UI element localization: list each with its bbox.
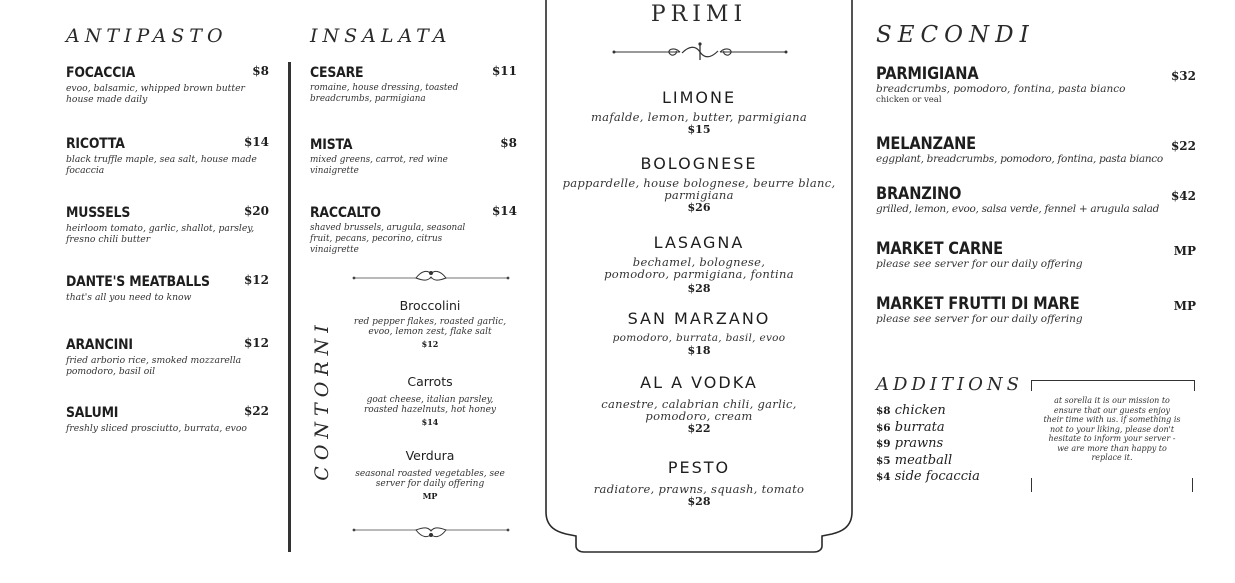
item-name: SAN MARZANO: [627, 309, 771, 328]
item-desc: bechamel, bolognese, pomodoro, parmigiana, fontina: [604, 255, 794, 281]
addition-name: chicken: [894, 403, 946, 418]
addition-price: $5: [876, 454, 891, 467]
item-note: chicken or veal: [876, 95, 942, 105]
item-desc: black truffle maple, sea salt, house made focaccia: [66, 154, 257, 176]
item-price: $12: [421, 339, 439, 349]
addition-price: $6: [876, 421, 891, 434]
addition-name: meatball: [894, 452, 953, 468]
list-item: [876, 420, 1026, 437]
item-desc: please see server for our daily offering: [876, 313, 1083, 325]
item-name: Broccolini: [399, 298, 461, 313]
item-desc: heirloom tomato, garlic, shallot, parsley, fresno chili butter: [66, 223, 255, 245]
menu-item: [66, 202, 269, 245]
primi-item: [550, 309, 848, 357]
item-name: PESTO: [667, 458, 731, 477]
item-name: Verdura: [405, 448, 455, 463]
item-desc: seasonal roasted vegetables, see server for daily offering: [355, 469, 505, 489]
primi-item: [550, 88, 848, 136]
item-price: MP: [422, 491, 438, 501]
additions-list: [876, 403, 1026, 486]
addition-name: side focaccia: [894, 469, 980, 484]
item-desc: canestre, calabrian chili, garlic, pomodoro, cream: [601, 397, 797, 423]
item-name: MISTA: [310, 137, 353, 153]
item-name: MARKET FRUTTI DI MARE: [876, 294, 1080, 314]
item-price: $18: [687, 344, 711, 357]
item-desc: mafalde, lemon, butter, parmigiana: [590, 110, 808, 124]
item-name: FOCACCIA: [66, 65, 136, 81]
menu-item: [66, 271, 269, 303]
item-name: CESARE: [310, 65, 364, 81]
item-name: AL A VODKA: [640, 373, 758, 392]
item-name: SALUMI: [66, 405, 119, 421]
menu-item: [876, 294, 1196, 325]
item-desc: freshly sliced prosciutto, burrata, evoo: [66, 423, 247, 434]
item-name: Carrots: [407, 374, 453, 389]
item-price: $22: [1170, 139, 1196, 153]
menu-item: [876, 134, 1196, 165]
menu-item: [876, 64, 1196, 105]
item-price: $14: [491, 204, 517, 218]
primi-item: [600, 233, 798, 295]
ornament-divider-icon: [350, 524, 512, 540]
addition-name: burrata: [894, 419, 945, 435]
item-desc: mixed greens, carrot, red wine vinaigrette: [310, 155, 448, 176]
item-name: ARANCINI: [66, 337, 133, 353]
antipasto-title: ANTIPASTO: [66, 25, 228, 47]
item-name: LIMONE: [661, 88, 737, 107]
item-name: PARMIGIANA: [876, 64, 979, 84]
item-name: MELANZANE: [876, 134, 977, 154]
item-desc: please see server for our daily offering: [876, 258, 1083, 270]
item-desc: red pepper flakes, roasted garlic, evoo, lemon zest, flake salt: [353, 317, 507, 337]
item-price: $26: [687, 201, 711, 214]
contorni-title: CONTORNI: [311, 319, 333, 481]
item-name: RICOTTA: [66, 136, 125, 152]
item-price: $22: [243, 404, 269, 418]
mission-note: at sorella it is our mission to ensure that our guests enjoy their time with us. if something is not to your liking, please don't hesitate to inform your server - we are more than happy to replace it.: [1043, 396, 1181, 462]
primi-item: [560, 154, 838, 214]
menu-item: [66, 402, 269, 434]
column-divider-line: [288, 62, 291, 552]
item-name: DANTE'S MEATBALLS: [66, 274, 210, 290]
item-price: $8: [500, 136, 517, 150]
item-price: $12: [243, 273, 269, 287]
addition-name: prawns: [894, 436, 944, 451]
item-price: $42: [1170, 189, 1196, 203]
item-desc: romaine, house dressing, toasted breadcrumbs, parmigiana: [310, 83, 459, 104]
item-name: RACCALTO: [310, 205, 381, 221]
flourish-divider-icon: [612, 40, 788, 62]
list-item: [876, 403, 1026, 420]
item-price: MP: [1173, 299, 1196, 313]
menu-item: [310, 62, 517, 105]
additions-title: ADDITIONS: [876, 374, 1023, 395]
item-price: $14: [243, 135, 269, 149]
item-name: MARKET CARNE: [876, 239, 1003, 259]
menu-item: [310, 134, 517, 177]
item-price: $14: [421, 417, 439, 427]
menu-item: [310, 202, 517, 256]
item-desc: breadcrumbs, pomodoro, fontina, pasta bianco: [876, 83, 1126, 95]
item-desc: radiatore, prawns, squash, tomato: [593, 482, 805, 496]
item-price: $28: [687, 495, 711, 508]
item-price: $15: [687, 123, 711, 136]
secondi-title: SECONDI: [876, 22, 1035, 48]
item-desc: evoo, balsamic, whipped brown butter house made daily: [66, 83, 245, 105]
primi-item: [550, 458, 848, 508]
addition-price: $4: [876, 471, 891, 483]
item-desc: grilled, lemon, evoo, salsa verde, fennel + arugula salad: [876, 203, 1159, 215]
item-price: $8: [252, 64, 269, 78]
item-price: $32: [1170, 69, 1196, 83]
menu-item: [66, 133, 269, 176]
item-price: MP: [1173, 244, 1196, 258]
menu-item: [66, 334, 269, 377]
item-name: BOLOGNESE: [640, 154, 758, 173]
item-desc: that's all you need to know: [66, 292, 192, 303]
item-desc: pomodoro, burrata, basil, evoo: [612, 332, 786, 344]
primi-item: [590, 373, 808, 435]
contorni-item: [355, 448, 505, 501]
menu-item: [876, 239, 1196, 270]
item-name: LASAGNA: [653, 233, 745, 252]
menu-item: [876, 184, 1196, 215]
contorni-item: [345, 298, 515, 349]
insalata-title: INSALATA: [310, 25, 452, 47]
item-desc: pappardelle, house bolognese, beurre blanc, parmigiana: [562, 176, 836, 202]
contorni-item: [355, 374, 505, 427]
addition-price: $9: [876, 438, 891, 450]
item-desc: eggplant, breadcrumbs, pomodoro, fontina, pasta bianco: [876, 153, 1163, 165]
bracket-top: [1031, 380, 1195, 391]
bracket-bottom-right: [1192, 478, 1193, 492]
ornament-divider-icon: [350, 268, 512, 284]
item-price: $20: [243, 204, 269, 218]
item-price: $12: [243, 336, 269, 350]
list-item: [876, 436, 1026, 453]
item-price: $11: [491, 64, 517, 78]
item-price: $22: [687, 422, 711, 435]
menu-item: [66, 62, 269, 105]
item-price: $28: [687, 282, 711, 295]
mission-note-box: [1031, 380, 1193, 492]
addition-price: $8: [876, 405, 891, 417]
item-name: MUSSELS: [66, 205, 131, 221]
item-desc: fried arborio rice, smoked mozzarella pomodoro, basil oil: [66, 355, 242, 377]
bracket-bottom-left: [1031, 478, 1032, 492]
list-item: [876, 469, 1026, 486]
item-name: BRANZINO: [876, 184, 962, 204]
primi-title: PRIMI: [650, 2, 748, 27]
item-desc: shaved brussels, arugula, seasonal fruit, pecans, pecorino, citrus vinaigrette: [310, 223, 466, 255]
list-item: [876, 453, 1026, 470]
item-desc: goat cheese, italian parsley, roasted hazelnuts, hot honey: [363, 395, 497, 415]
